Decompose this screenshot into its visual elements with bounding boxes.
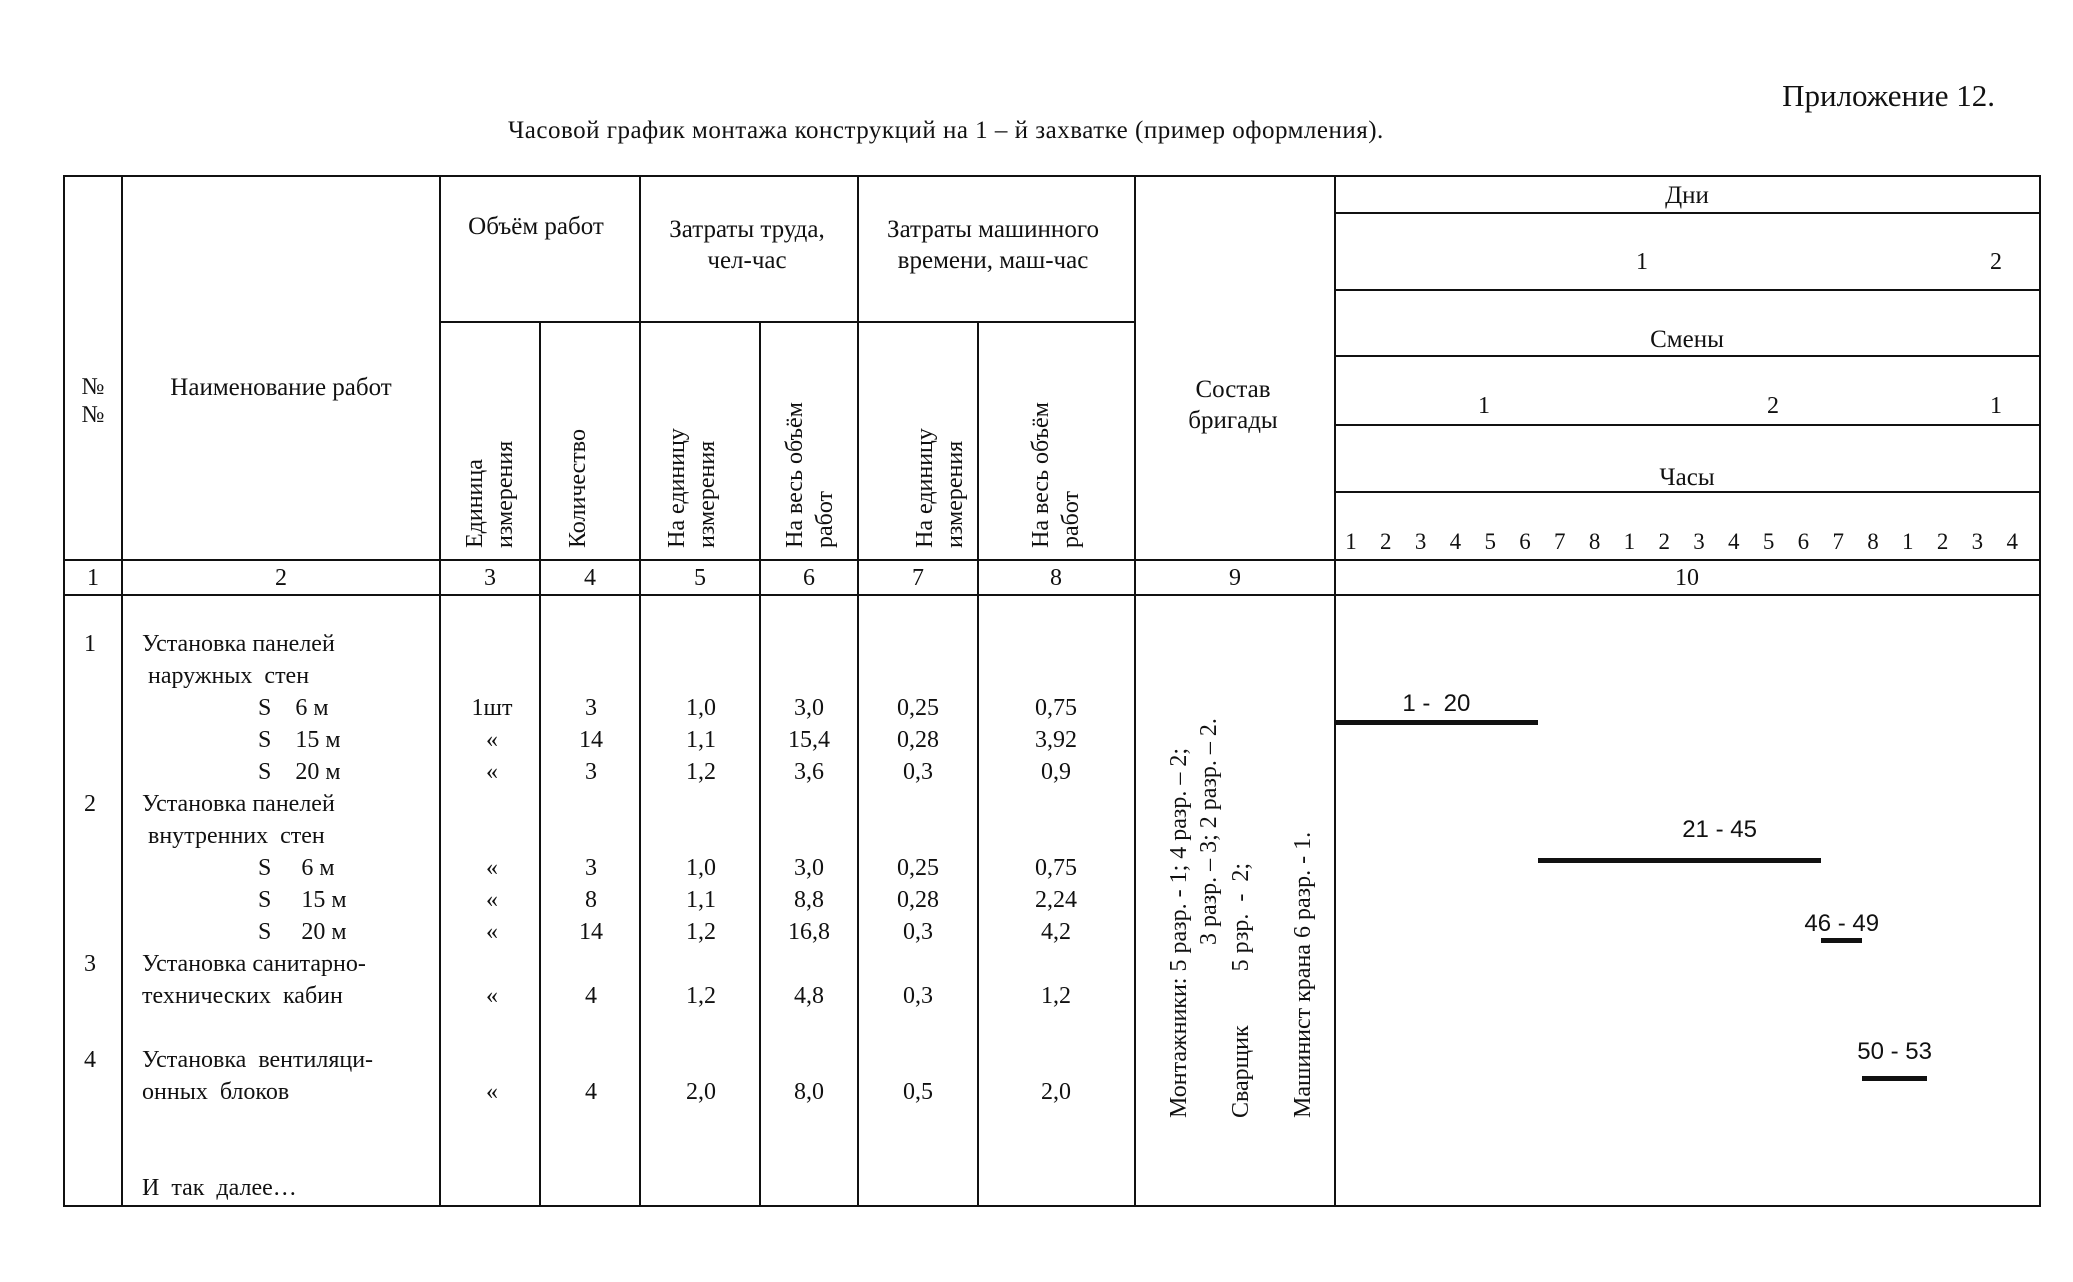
row-qty: 8	[585, 887, 597, 913]
header-mach-total: На весь объём работ	[1028, 402, 1084, 548]
column-number: 9	[1229, 565, 1241, 591]
hour-label: 5	[1484, 529, 1496, 554]
row-labor-unit: 2,0	[686, 1079, 716, 1105]
header-labor: Затраты труда, чел-час	[669, 216, 825, 275]
row-name: S 20 м	[258, 919, 347, 945]
hour-label: 8	[1867, 529, 1879, 554]
gantt-bar	[1538, 858, 1822, 863]
hour-label: 1	[1902, 529, 1914, 554]
row-unit: «	[486, 919, 498, 945]
column-number: 6	[803, 565, 815, 591]
hour-label: 1	[1623, 529, 1636, 554]
row-qty: 14	[579, 919, 603, 945]
row-name: S 20 м	[258, 759, 341, 785]
row-mach-unit: 0,28	[897, 727, 939, 753]
hour-label: 4	[2006, 529, 2018, 554]
gantt-bar	[1821, 938, 1862, 943]
row-number: 4	[84, 1047, 96, 1073]
header-shift-1: 1	[1478, 393, 1490, 419]
row-mach-unit: 0,25	[897, 695, 939, 721]
hour-label: 6	[1797, 529, 1810, 554]
header-machine: Затраты машинного времени, маш-час	[887, 216, 1099, 275]
hour-label: 7	[1554, 529, 1566, 554]
row-labor-total: 3,6	[794, 759, 824, 785]
hour-label: 4	[1728, 529, 1740, 554]
row-labor-unit: 1,1	[686, 887, 716, 913]
header-shift-2: 2	[1767, 393, 1779, 419]
gantt-bar-label: 21 - 45	[1682, 816, 1757, 843]
row-qty: 3	[585, 759, 597, 785]
row-mach-unit: 0,5	[903, 1079, 933, 1105]
header-day-1: 1	[1636, 249, 1648, 275]
page-title: Часовой график монтажа конструкций на 1 – й захватке (пример оформления).	[508, 117, 1384, 144]
row-name: Установка вентиляци-	[142, 1047, 374, 1073]
header-unit: Единица измерения	[462, 440, 518, 548]
row-mach-total: 4,2	[1041, 919, 1071, 945]
row-number: 2	[84, 791, 96, 817]
brigade-line-2: 3 разр. – 3; 2 разр. – 2.	[1196, 718, 1222, 945]
row-name: Установка санитарно-	[142, 951, 366, 977]
header-hours: Часы	[1659, 464, 1715, 491]
column-number: 10	[1675, 565, 1699, 591]
row-qty: 3	[585, 855, 597, 881]
hour-label: 3	[1693, 529, 1705, 554]
row-mach-total: 0,75	[1035, 855, 1077, 881]
row-name: И так далее…	[142, 1175, 297, 1201]
gantt-bar-label: 1 - 20	[1402, 690, 1471, 717]
row-labor-total: 8,0	[794, 1079, 824, 1105]
row-name: S 6 м	[258, 855, 335, 881]
header-volume: Объём работ	[468, 213, 604, 240]
row-labor-unit: 1,2	[686, 983, 716, 1009]
header-shift-3: 1	[1990, 393, 2002, 419]
row-mach-unit: 0,3	[903, 983, 933, 1009]
row-mach-unit: 0,3	[903, 759, 933, 785]
hour-label: 2	[1936, 529, 1949, 554]
brigade-line-1: Монтажники: 5 разр. - 1; 4 разр. – 2;	[1166, 747, 1192, 1118]
header-labor-total: На весь объём работ	[782, 402, 838, 548]
row-unit: «	[486, 759, 498, 785]
hour-label: 3	[1971, 529, 1984, 554]
row-qty: 14	[579, 727, 603, 753]
row-number: 3	[84, 951, 96, 977]
row-labor-unit: 1,1	[686, 727, 716, 753]
row-mach-total: 2,24	[1035, 887, 1077, 913]
row-unit: «	[486, 727, 498, 753]
row-labor-unit: 1,2	[686, 919, 716, 945]
row-unit: «	[486, 887, 498, 913]
row-name: наружных стен	[142, 663, 310, 689]
hour-label: 7	[1832, 529, 1844, 554]
hour-label: 1	[1345, 529, 1357, 554]
header-qty: Количество	[565, 429, 591, 548]
row-labor-total: 16,8	[788, 919, 830, 945]
row-mach-total: 2,0	[1041, 1079, 1071, 1105]
appendix-label: Приложение 12.	[1782, 78, 1995, 113]
gantt-bar-label: 50 - 53	[1857, 1038, 1932, 1065]
header-day-2: 2	[1990, 249, 2002, 275]
row-labor-total: 8,8	[794, 887, 824, 913]
row-name: S 15 м	[258, 727, 341, 753]
column-number: 7	[912, 565, 924, 591]
header-name: Наименование работ	[170, 374, 392, 401]
row-labor-total: 4,8	[794, 983, 824, 1009]
column-number: 1	[87, 565, 99, 591]
column-number: 8	[1050, 565, 1062, 591]
row-mach-total: 0,9	[1041, 759, 1071, 785]
gantt-bar	[1862, 1076, 1927, 1081]
row-name: внутренних стен	[142, 823, 325, 849]
brigade-line-4: Машинист крана 6 разр. - 1.	[1290, 831, 1316, 1118]
column-number: 4	[584, 565, 596, 591]
column-number: 5	[694, 565, 706, 591]
row-name: технических кабин	[142, 983, 343, 1009]
brigade-line-3: Сварщик 5 рзр. - 2;	[1228, 862, 1254, 1118]
header-shifts: Смены	[1650, 326, 1724, 353]
row-qty: 4	[585, 983, 597, 1009]
row-labor-unit: 1,0	[686, 695, 716, 721]
hour-label: 6	[1519, 529, 1531, 554]
row-labor-unit: 1,2	[686, 759, 716, 785]
row-mach-unit: 0,3	[903, 919, 933, 945]
row-name: S 15 м	[258, 887, 347, 913]
row-labor-total: 3,0	[794, 695, 824, 721]
row-mach-unit: 0,25	[897, 855, 939, 881]
gantt-bar	[1335, 720, 1538, 725]
row-name: S 6 м	[258, 695, 329, 721]
header-days: Дни	[1665, 182, 1709, 209]
row-name: Установка панелей	[142, 631, 335, 657]
gantt-bar-label: 46 - 49	[1804, 910, 1880, 937]
row-labor-total: 3,0	[794, 855, 824, 881]
row-name: Установка панелей	[142, 791, 335, 817]
row-unit: «	[486, 983, 498, 1009]
column-number: 3	[484, 565, 496, 591]
row-unit: «	[486, 1079, 498, 1105]
column-number: 2	[275, 565, 287, 591]
hour-label: 5	[1762, 529, 1775, 554]
header-brigade: Состав бригады	[1188, 376, 1278, 435]
row-number: 1	[84, 631, 96, 657]
hour-label: 2	[1380, 529, 1392, 554]
header-labor-unit: На единицу измерения	[664, 428, 720, 548]
row-name: онных блоков	[142, 1079, 290, 1105]
header-mach-unit: На единицу измерения	[912, 428, 968, 548]
row-mach-total: 3,92	[1035, 727, 1077, 753]
row-labor-total: 15,4	[788, 727, 830, 753]
row-mach-unit: 0,28	[897, 887, 939, 913]
row-unit: 1шт	[471, 695, 513, 721]
hour-label: 3	[1414, 529, 1427, 554]
row-mach-total: 0,75	[1035, 695, 1077, 721]
row-labor-unit: 1,0	[686, 855, 716, 881]
hour-label: 4	[1449, 529, 1462, 554]
hour-label: 2	[1658, 529, 1670, 554]
row-qty: 3	[585, 695, 597, 721]
row-mach-total: 1,2	[1041, 983, 1071, 1009]
header-num: № №	[81, 374, 105, 428]
row-unit: «	[486, 855, 498, 881]
row-qty: 4	[585, 1079, 597, 1105]
hour-label: 8	[1588, 529, 1601, 554]
